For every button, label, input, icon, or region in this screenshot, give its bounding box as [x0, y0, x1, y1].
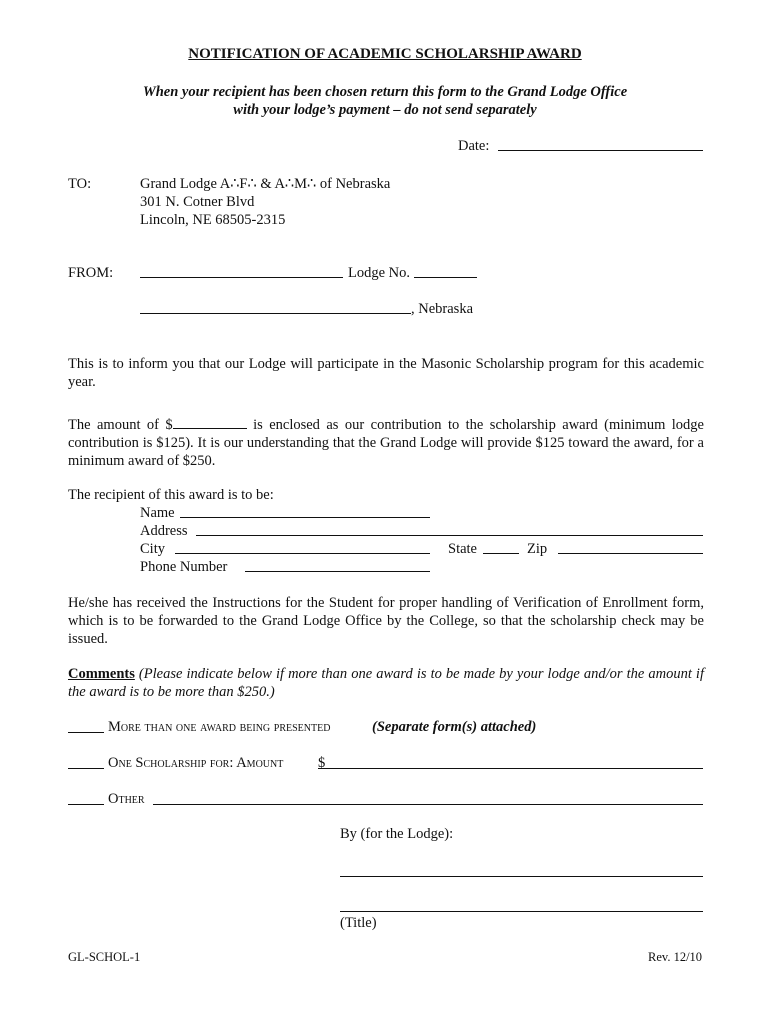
form-title: NOTIFICATION OF ACADEMIC SCHOLARSHIP AWARD — [188, 46, 582, 62]
instruction-line-2: with your lodge’s payment – do not send separately — [233, 102, 537, 118]
recipient-intro: The recipient of this award is to be: — [68, 487, 274, 503]
option3-field[interactable] — [153, 804, 703, 805]
recipient-state-label: State — [448, 541, 477, 557]
recipient-city-label: City — [140, 541, 165, 557]
option2-currency: $ — [318, 755, 326, 771]
address-line-1: Grand Lodge A∴F∴ & A∴M∴ of Nebraska — [140, 176, 391, 192]
recipient-name-field[interactable] — [180, 517, 430, 518]
nebraska-label: , Nebraska — [411, 301, 474, 317]
recipient-name-label: Name — [140, 505, 175, 521]
recipient-phone-label: Phone Number — [140, 559, 228, 575]
option1-note: (Separate form(s) attached) — [372, 719, 537, 735]
title-label: (Title) — [340, 915, 377, 931]
recipient-phone-field[interactable] — [245, 571, 430, 572]
lodge-no-label: Lodge No. — [348, 265, 411, 281]
instructions-paragraph: He/she has received the Instructions for the Student for proper handling of Verification of Enrollment form, which is to be forwarded to the Grand Lodge Office by the College, so that the scholarship check may be issued. — [68, 595, 704, 647]
date-label: Date: — [458, 138, 490, 154]
instruction-line-1: When your recipient has been chosen return this form to the Grand Lodge Office — [142, 84, 628, 100]
option3-checkbox[interactable] — [68, 804, 104, 805]
recipient-address-field[interactable] — [196, 535, 703, 536]
option3-label: Other — [108, 791, 145, 807]
recipient-state-field[interactable] — [483, 553, 519, 554]
signature-field[interactable] — [340, 876, 703, 877]
option2-checkbox[interactable] — [68, 768, 104, 769]
amount-field[interactable] — [173, 416, 247, 429]
address-line-2: 301 N. Cotner Blvd — [140, 194, 255, 210]
revision-date: Rev. 12/10 — [648, 950, 703, 964]
comments-paragraph — [68, 665, 704, 701]
amount-paragraph — [68, 416, 704, 470]
lodge-number-field[interactable] — [414, 277, 477, 278]
option2-label: One Scholarship for: Amount — [108, 755, 284, 771]
recipient-address-label: Address — [140, 523, 188, 539]
from-label: FROM: — [68, 265, 114, 281]
signature-label: By (for the Lodge): — [340, 826, 454, 842]
amount-prefix: The amount of $ — [68, 417, 173, 433]
comments-note: (Please indicate below if more than one award is to be made by your lodge and/or the amount if the award is to be more than $250.) — [68, 666, 704, 700]
address-line-3: Lincoln, NE 68505-2315 — [140, 212, 286, 228]
title-field[interactable] — [340, 911, 703, 912]
recipient-zip-label: Zip — [527, 541, 548, 557]
amount-suffix: is enclosed as our contribution to the scholarship award (minimum lodge contribution is $125). It is our understanding that the Grand Lodge will provide $125 toward the award, for a minimum award of $250. — [68, 417, 704, 469]
recipient-city-field[interactable] — [175, 553, 430, 554]
option2-amount-field[interactable] — [318, 768, 703, 769]
city-of-lodge-field[interactable] — [140, 313, 411, 314]
date-field[interactable] — [498, 150, 703, 151]
comments-label: Comments — [68, 666, 135, 682]
option1-checkbox[interactable] — [68, 732, 104, 733]
lodge-name-field[interactable] — [140, 277, 343, 278]
to-label: TO: — [68, 176, 92, 192]
recipient-zip-field[interactable] — [558, 553, 703, 554]
participation-paragraph: This is to inform you that our Lodge will participate in the Masonic Scholarship program for this academic year. — [68, 356, 704, 390]
option1-label: More than one award being presented — [108, 719, 331, 735]
form-code: GL-SCHOL-1 — [68, 950, 141, 964]
